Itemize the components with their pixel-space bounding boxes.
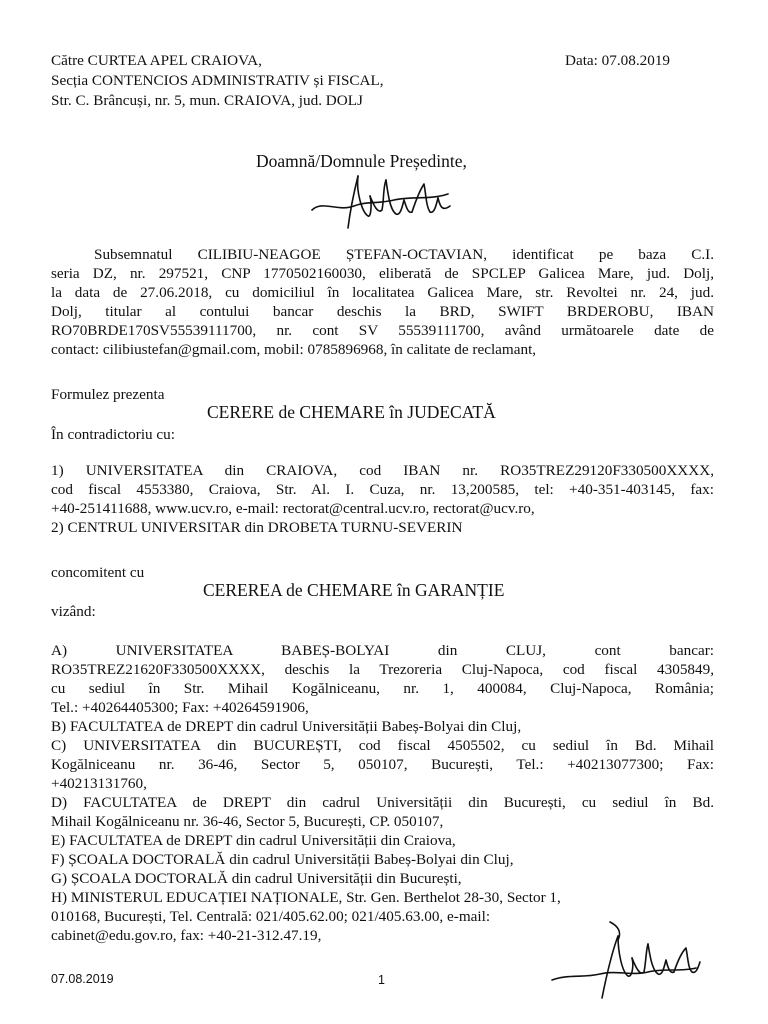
signature-icon xyxy=(548,918,708,1000)
guarantor-line: cabinet@edu.gov.ro, fax: +40-21-312.47.19, xyxy=(51,927,322,944)
heading-guarantee: CEREREA de CHEMARE în GARANȚIE xyxy=(203,580,505,600)
defendant-line: +40-251411688, www.ucv.ro, e-mail: rectorat@central.ucv.ro, rectorat@ucv.ro, xyxy=(51,500,535,517)
guarantor-line: B) FACULTATEA de DREPT din cadrul Universității Babeș-Bolyai din Cluj, xyxy=(51,718,522,735)
defendants-list xyxy=(51,461,714,537)
guarantor-line: cu sediul în Str. Mihail Kogălniceanu, nr. 1, 400084, Cluj-Napoca, România; xyxy=(51,680,714,697)
recipient-line-3: Str. C. Brâncuși, nr. 5, mun. CRAIOVA, jud. DOLJ xyxy=(51,92,363,109)
guarantor-line: 010168, București, Tel. Centrală: 021/405.62.00; 021/405.63.00, e-mail: xyxy=(51,908,491,925)
recipient-line-1: Către CURTEA APEL CRAIOVA, xyxy=(51,52,262,69)
defendant-line: 1) UNIVERSITATEA din CRAIOVA, cod IBAN nr. RO35TREZ29120F330500XXXX, xyxy=(51,462,714,479)
guarantor-line: E) FACULTATEA de DREPT din cadrul Universității din Craiova, xyxy=(51,832,456,849)
page-number: 1 xyxy=(378,973,385,987)
footer-date: 07.08.2019 xyxy=(51,972,114,986)
guarantor-line: Mihail Kogălniceanu nr. 36-46, Sector 5, București, CP. 050107, xyxy=(51,813,444,830)
intro-line: Dolj, titular al contului bancar deschis la BRD, SWIFT BRDEROBU, IBAN xyxy=(51,303,714,320)
intro-line: Subsemnatul CILIBIU-NEAGOE ȘTEFAN-OCTAVIAN, identificat pe baza C.I. xyxy=(94,246,714,263)
document-date: Data: 07.08.2019 xyxy=(565,52,671,69)
intro-paragraph xyxy=(51,245,714,359)
intro-line: contact: cilibiustefan@gmail.com, mobil: 0785896968, în calitate de reclamant, xyxy=(51,341,537,358)
contradictory-line: În contradictoriu cu: xyxy=(51,426,175,443)
signature-icon xyxy=(308,170,458,232)
recipient-line-2: Secția CONTENCIOS ADMINISTRATIV și FISCAL, xyxy=(51,72,384,89)
defendant-line: 2) CENTRUL UNIVERSITAR din DROBETA TURNU-SEVERIN xyxy=(51,519,463,536)
guarantor-line: F) ȘCOALA DOCTORALĂ din cadrul Universității Babeș-Bolyai din Cluj, xyxy=(51,851,514,868)
intro-line: la data de 27.06.2018, cu domiciliul în localitatea Galicea Mare, str. Revoltei nr. 24, jud. xyxy=(51,284,714,301)
guarantor-line: Tel.: +40264405300; Fax: +40264591906, xyxy=(51,699,309,716)
defendant-line: cod fiscal 4553380, Craiova, Str. Al. I. Cuza, nr. 13,200585, tel: +40-351-403145, fax: xyxy=(51,481,714,498)
guarantor-line: A) UNIVERSITATEA BABEȘ-BOLYAI din CLUJ, cont bancar: xyxy=(51,642,714,659)
guarantor-line: C) UNIVERSITATEA din BUCUREȘTI, cod fiscal 4505502, cu sediul în Bd. Mihail xyxy=(51,737,714,754)
vizand-line: vizând: xyxy=(51,603,96,620)
salutation: Doamnă/Domnule Președinte, xyxy=(256,151,467,171)
heading-lawsuit: CERERE de CHEMARE în JUDECATĂ xyxy=(207,402,496,422)
guarantor-line: +40213131760, xyxy=(51,775,147,792)
concomitent-line: concomitent cu xyxy=(51,564,145,581)
intro-line: seria DZ, nr. 297521, CNP 1770502160030, eliberată de SPCLEP Galicea Mare, jud. Dolj, xyxy=(51,265,714,282)
guarantor-line: RO35TREZ21620F330500XXXX, deschis la Trezoreria Cluj-Napoca, cod fiscal 4305849, xyxy=(51,661,714,678)
guarantors-list xyxy=(51,641,714,945)
formulate-line: Formulez prezenta xyxy=(51,386,165,403)
guarantor-line: Kogălniceanu nr. 36-46, Sector 5, 050107, București, Tel.: +40213077300; Fax: xyxy=(51,756,714,773)
guarantor-line: G) ȘCOALA DOCTORALĂ din cadrul Universității din București, xyxy=(51,870,462,887)
intro-line: RO70BRDE170SV55539111700, nr. cont SV 55539111700, având următoarele date de xyxy=(51,322,714,339)
guarantor-line: H) MINISTERUL EDUCAȚIEI NAȚIONALE, Str. Gen. Berthelot 28-30, Sector 1, xyxy=(51,889,561,906)
guarantor-line: D) FACULTATEA de DREPT din cadrul Universității din București, cu sediul în Bd. xyxy=(51,794,714,811)
